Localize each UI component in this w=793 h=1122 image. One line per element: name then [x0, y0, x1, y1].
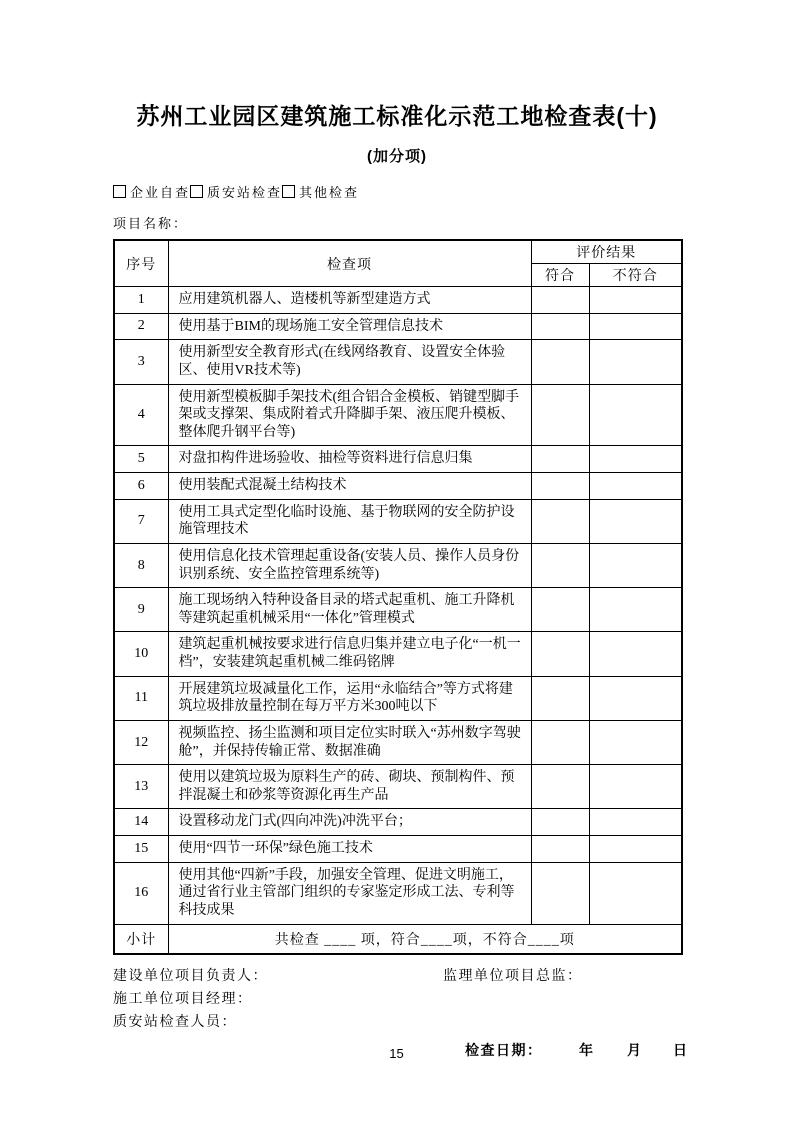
- fail-cell: [589, 765, 682, 809]
- table-row: [114, 809, 682, 836]
- subtotal-text: 共检查 ____ 项，符合____项，不符合____项: [168, 924, 682, 954]
- header-row-1: [114, 240, 682, 264]
- table-row: [114, 313, 682, 340]
- row-number: 13: [114, 765, 168, 809]
- fail-cell: [589, 632, 682, 676]
- table-row: [114, 340, 682, 384]
- pass-cell: [531, 676, 589, 720]
- row-number: 4: [114, 384, 168, 446]
- pass-cell: [531, 720, 589, 764]
- check-item-text: 使用工具式定型化临时设施、基于物联网的安全防护设施管理技术: [168, 499, 531, 543]
- supervisor-signature-label: 监理单位项目总监：: [443, 968, 583, 984]
- pass-cell: [531, 473, 589, 500]
- fail-cell: [589, 499, 682, 543]
- month-label: 月: [627, 1041, 643, 1058]
- row-number: 16: [114, 862, 168, 924]
- check-item-text: 建筑起重机械按要求进行信息归集并建立电子化“一机一档”，安装建筑起重机械二维码铭牌: [168, 632, 531, 676]
- check-item-text: 使用信息化技术管理起重设备(安装人员、操作人员身份识别系统、安全监控管理系统等): [168, 543, 531, 587]
- row-number: 3: [114, 340, 168, 384]
- pass-cell: [531, 384, 589, 446]
- row-number: 9: [114, 588, 168, 632]
- col-header-result: 评价结果: [531, 240, 682, 264]
- page-subtitle: (加分项): [367, 148, 427, 165]
- day-label: 日: [673, 1041, 689, 1058]
- inspector-signature-label: 质安站检查人员：: [113, 1014, 237, 1030]
- table-row: [114, 287, 682, 314]
- pass-cell: [531, 313, 589, 340]
- row-number: 7: [114, 499, 168, 543]
- fail-cell: [589, 340, 682, 384]
- inspection-type-line: [113, 182, 681, 201]
- page-number: 15: [389, 1046, 404, 1061]
- table-row: [114, 446, 682, 473]
- check-option-label: 其他检查: [299, 185, 360, 200]
- table-row: [114, 632, 682, 676]
- check-item-text: 使用以建筑垃圾为原料生产的砖、砌块、预制构件、预拌混凝土和砂浆等资源化再生产品: [168, 765, 531, 809]
- check-option-label: 企业自查: [130, 185, 191, 200]
- table-row: [114, 765, 682, 809]
- check-item-text: 开展建筑垃圾减量化工作，运用“永临结合”等方式将建筑垃圾排放量控制在每万平方米300吨以下: [168, 676, 531, 720]
- check-item-text: 使用其他“四新”手段，加强安全管理、促进文明施工，通过省行业主管部门组织的专家鉴定形成工法、专利等科技成果: [168, 862, 531, 924]
- fail-cell: [589, 588, 682, 632]
- table-row: [114, 588, 682, 632]
- pass-cell: [531, 287, 589, 314]
- contractor-signature-label: 施工单位项目经理：: [113, 991, 253, 1007]
- pass-cell: [531, 765, 589, 809]
- table-row: [114, 499, 682, 543]
- fail-cell: [589, 836, 682, 863]
- table-row: [114, 862, 682, 924]
- table-row: [114, 720, 682, 764]
- row-number: 8: [114, 543, 168, 587]
- table-row: [114, 676, 682, 720]
- row-number: 14: [114, 809, 168, 836]
- row-number: 5: [114, 446, 168, 473]
- check-item-text: 使用“四节一环保”绿色施工技术: [168, 836, 531, 863]
- signature-line-2: [113, 988, 681, 1011]
- page-title: 苏州工业园区建筑施工标准化示范工地检查表(十): [136, 103, 658, 129]
- table-row: [114, 384, 682, 446]
- inspection-date-label: 检查日期：: [465, 1041, 543, 1058]
- year-label: 年: [579, 1041, 595, 1058]
- signature-line-1: [113, 965, 681, 988]
- fail-cell: [589, 720, 682, 764]
- table-row: [114, 473, 682, 500]
- row-number: 15: [114, 836, 168, 863]
- fail-cell: [589, 473, 682, 500]
- pass-cell: [531, 340, 589, 384]
- check-item-text: 设置移动龙门式(四向冲洗)冲洗平台；: [168, 809, 531, 836]
- check-item-text: 使用新型安全教育形式(在线网络教育、设置安全体验区、使用VR技术等): [168, 340, 531, 384]
- checkbox-icon: [113, 185, 126, 198]
- check-option-station: [190, 185, 282, 200]
- fail-cell: [589, 862, 682, 924]
- check-item-text: 使用基于BIM的现场施工安全管理信息技术: [168, 313, 531, 340]
- fail-cell: [589, 676, 682, 720]
- checklist-table: [113, 239, 683, 955]
- pass-cell: [531, 809, 589, 836]
- checkbox-icon: [190, 185, 203, 198]
- check-item-text: 使用装配式混凝土结构技术: [168, 473, 531, 500]
- subtotal-row: [114, 924, 682, 954]
- col-header-no: 序号: [114, 240, 168, 287]
- fail-cell: [589, 809, 682, 836]
- check-option-other: [282, 185, 359, 200]
- pass-cell: [531, 862, 589, 924]
- check-item-text: 对盘扣构件进场验收、抽检等资料进行信息归集: [168, 446, 531, 473]
- subtotal-label: 小计: [114, 924, 168, 954]
- row-number: 11: [114, 676, 168, 720]
- col-header-pass: 符合: [531, 264, 589, 287]
- pass-cell: [531, 588, 589, 632]
- check-option-self: [113, 185, 190, 200]
- page-content: [113, 98, 689, 1066]
- fail-cell: [589, 543, 682, 587]
- table-row: [114, 836, 682, 863]
- col-header-fail: 不符合: [589, 264, 682, 287]
- builder-signature-label: 建设单位项目负责人：: [113, 968, 268, 984]
- pass-cell: [531, 499, 589, 543]
- col-header-item: 检查项: [168, 240, 531, 287]
- fail-cell: [589, 384, 682, 446]
- fail-cell: [589, 313, 682, 340]
- fail-cell: [589, 287, 682, 314]
- check-item-text: 施工现场纳入特种设备目录的塔式起重机、施工升降机等建筑起重机械采用“一体化”管理模式: [168, 588, 531, 632]
- signature-line-3: [113, 1011, 681, 1034]
- check-item-text: 使用新型模板脚手架技术(组合铝合金模板、销键型脚手架或支撑架、集成附着式升降脚手架、液压爬升模板、整体爬升钢平台等): [168, 384, 531, 446]
- table-row: [114, 543, 682, 587]
- check-item-text: 应用建筑机器人、造楼机等新型建造方式: [168, 287, 531, 314]
- pass-cell: [531, 446, 589, 473]
- row-number: 12: [114, 720, 168, 764]
- row-number: 6: [114, 473, 168, 500]
- row-number: 10: [114, 632, 168, 676]
- pass-cell: [531, 836, 589, 863]
- fail-cell: [589, 446, 682, 473]
- checkbox-icon: [282, 185, 295, 198]
- check-item-text: 视频监控、扬尘监测和项目定位实时联入“苏州数字驾驶舱”，并保持传输正常、数据准确: [168, 720, 531, 764]
- row-number: 2: [114, 313, 168, 340]
- check-option-label: 质安站检查: [207, 185, 283, 200]
- project-name-label: 项目名称：: [113, 216, 189, 231]
- pass-cell: [531, 543, 589, 587]
- row-number: 1: [114, 287, 168, 314]
- pass-cell: [531, 632, 589, 676]
